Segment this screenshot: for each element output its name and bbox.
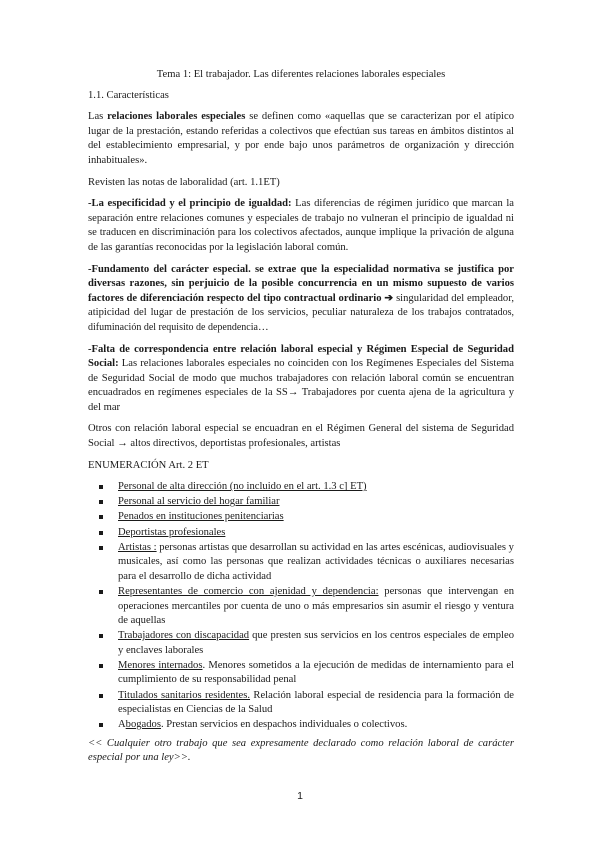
page-number: 1 bbox=[297, 790, 303, 802]
fundamento-small-text: contratados, difuminación del requisito de dependencia bbox=[88, 307, 514, 333]
relations-list bbox=[88, 480, 514, 733]
fundamento-paragraph bbox=[88, 263, 514, 336]
intro-paragraph bbox=[88, 110, 514, 168]
list-item: Personal al servicio del hogar familiar bbox=[118, 495, 514, 510]
especificidad-heading: -La especificidad y el principio de igualdad: bbox=[88, 198, 292, 210]
list-item: Trabajadores con discapacidad que presten sus servicios en los centros especiales de empleo y enclaves laborales bbox=[118, 629, 514, 658]
revisten-paragraph: Revisten las notas de laboralidad (art. 1.1ET) bbox=[88, 176, 280, 188]
otros-paragraph: Otros con relación laboral especial se encuadran en el Régimen General del sistema de Seguridad Social → altos directivos, deportistas profesionales, artistas bbox=[88, 423, 514, 450]
intro-lead: Las bbox=[88, 111, 104, 123]
enumeracion-heading: ENUMERACIÓN Art. 2 ET bbox=[88, 459, 209, 471]
list-item: Penados en instituciones penitenciarias bbox=[118, 510, 514, 525]
section-heading: 1.1. Características bbox=[88, 89, 169, 101]
intro-rest: se definen como «aquellas que se caracterizan por el atípico lugar de la prestación, estando referidas a colectivos que efectúan sus tareas en ámbitos distintos al del establecimiento empresarial, y por ende bajo unos parámetros de organización y dirección inhabituales». bbox=[88, 111, 514, 166]
fundamento-text: singularidad del empleador, atipicidad del lugar de prestación de los servicios, peculiar naturaleza de los trabajos bbox=[88, 292, 514, 319]
falta-paragraph bbox=[88, 343, 514, 416]
closing-paragraph: << Cualquier otro trabajo que sea expresamente declarado como relación laboral de carácter especial por una ley>>. bbox=[88, 737, 514, 764]
list-item: Menores internados. Menores sometidos a la ejecución de medidas de internamiento para el cumplimiento de su responsabilidad penal bbox=[118, 659, 514, 688]
list-item: Representantes de comercio con ajenidad y dependencia: personas que intervengan en operaciones mercantiles por cuenta de uno o más empresarios sin asumir el riesgo y ventura de aquellas bbox=[118, 585, 514, 629]
list-item: Deportistas profesionales bbox=[118, 526, 514, 541]
fundamento-tail: … bbox=[257, 321, 269, 333]
falta-heading: -Falta de correspondencia entre relación laboral especial y Régimen Especial de Seguridad Social: bbox=[88, 343, 514, 370]
document-page bbox=[88, 68, 514, 773]
intro-term: relaciones laborales especiales bbox=[107, 111, 246, 123]
list-item: Personal de alta dirección (no incluido en el art. 1.3 c] ET) bbox=[118, 480, 514, 495]
document-title: Tema 1: El trabajador. Las diferentes relaciones laborales especiales bbox=[156, 69, 446, 80]
list-item: Artistas : personas artistas que desarrollan su actividad en las artes escénicas, audiovisuales y musicales, así como las personas que realizan actividades técnicas o auxiliares necesarias para el desarrollo de dicha actividad bbox=[118, 541, 514, 585]
list-item: Abogados. Prestan servicios en despachos individuales o colectivos. bbox=[118, 718, 514, 733]
fundamento-heading: -Fundamento del carácter especial. se extrae que la especialidad normativa se justifica por diversas razones, sin perjuicio de la posible concurrencia en un mismo supuesto de varios factores de diferenciación respecto del tipo contractual ordinario bbox=[88, 263, 514, 304]
falta-text: Las relaciones laborales especiales no coinciden con los Regímenes Especiales del Sistema de Seguridad Social de modo que muchos trabajadores con relación laboral común se encuentran encuadrados en regímenes especiales de la SS→ Trabajadores por cuenta ajena de la agricultura y del mar bbox=[88, 358, 514, 413]
especificidad-paragraph bbox=[88, 197, 514, 255]
arrow-icon: ➔ bbox=[381, 292, 397, 304]
list-item: Titulados sanitarios residentes. Relación laboral especial de residencia para la formación de especialistas en Ciencias de la Salud bbox=[118, 689, 514, 718]
especificidad-text: Las diferencias de régimen jurídico que marcan la separación entre relaciones comunes y especiales de trabajo no vulneran el principio de igualdad ni se traducen en discriminación para los colectivos afectados, aunque implique la privación de alguna de las garantías reconocidas por la legislación laboral común. bbox=[88, 198, 514, 253]
